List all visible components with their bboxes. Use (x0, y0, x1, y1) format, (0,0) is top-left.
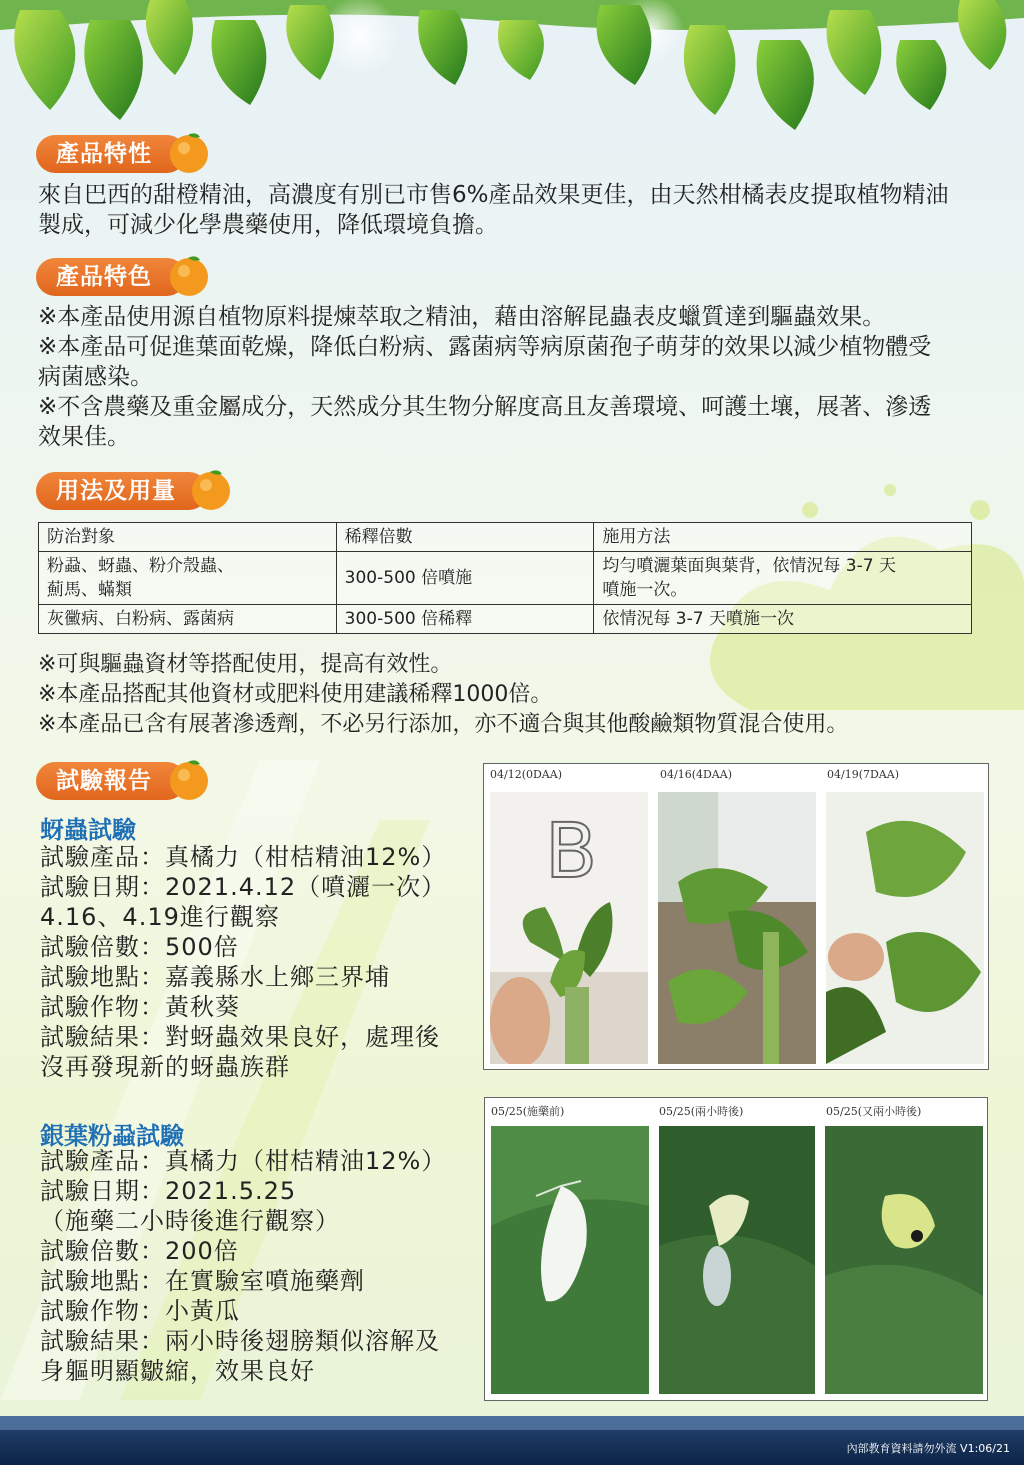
okra-photo-day0 (490, 792, 648, 1064)
photo-date-label: 05/25(兩小時後) (659, 1105, 744, 1118)
trial-line: 試驗結果：兩小時後翅膀類似溶解及 (40, 1327, 440, 1355)
trial-line: 試驗日期：2021.5.25 (40, 1177, 297, 1205)
features-line: 效果佳。 (38, 424, 130, 450)
section-tag-label: 試驗報告 (56, 768, 152, 794)
section-tag-characteristics (36, 135, 186, 173)
okra-photo-day7 (826, 792, 984, 1064)
features-line: ※本產品可促進葉面乾燥，降低白粉病、露菌病等病原菌孢子萌芽的效果以減少植物體受 (38, 334, 932, 360)
features-paragraph (38, 302, 988, 452)
trial-line: 4.16、4.19進行觀察 (40, 903, 280, 931)
orange-fruit-icon (166, 129, 212, 175)
features-line: 病菌感染。 (38, 364, 153, 390)
aphid-photo-panel (483, 763, 989, 1070)
whitefly-trial-details (40, 1146, 470, 1386)
dilution-cell: 300-500 倍噴施 (336, 552, 594, 605)
method-cell: 依情況每 3-7 天噴施一次 (594, 605, 972, 634)
section-tag-label: 用法及用量 (56, 478, 176, 504)
usage-table (38, 522, 972, 634)
whitefly-photo-four-hours (825, 1126, 983, 1394)
section-tag-usage (36, 472, 208, 510)
trial-line: 試驗地點：嘉義縣水上鄉三界埔 (40, 963, 390, 991)
usage-notes (38, 650, 988, 740)
whitefly-trial-title: 銀葉粉蝨試驗 (40, 1122, 184, 1150)
table-header-row (39, 523, 972, 552)
section-tag-label: 產品特性 (56, 141, 152, 167)
characteristics-paragraph (38, 180, 988, 240)
section-tag-features (36, 258, 186, 296)
characteristics-line: 製成，可減少化學農藥使用，降低環境負擔。 (38, 212, 498, 238)
target-cell (39, 552, 337, 605)
table-row (39, 605, 972, 634)
trial-line: 試驗日期：2021.4.12（噴灑一次） (40, 873, 447, 901)
trial-line: 試驗倍數：200倍 (40, 1237, 239, 1265)
column-header: 稀釋倍數 (336, 523, 594, 552)
target-cell: 灰黴病、白粉病、露菌病 (39, 605, 337, 634)
section-tag-label: 產品特色 (56, 264, 152, 290)
features-line: ※不含農藥及重金屬成分，天然成分其生物分解度高且友善環境、呵護土壤，展著、滲透 (38, 394, 932, 420)
orange-fruit-icon (166, 252, 212, 298)
trial-line: 身軀明顯皺縮，效果良好 (40, 1357, 315, 1385)
target-line: 薊馬、蟎類 (47, 580, 132, 600)
usage-note: ※本產品已含有展著滲透劑，不必另行添加，亦不適合與其他酸鹼類物質混合使用。 (38, 712, 849, 737)
characteristics-line: 來自巴西的甜橙精油，高濃度有別已市售6%產品效果更佳，由天然柑橘表皮提取植物精油 (38, 182, 949, 208)
trial-line: 試驗倍數：500倍 (40, 933, 239, 961)
trial-line: 試驗地點：在實驗室噴施藥劑 (40, 1267, 365, 1295)
column-header: 施用方法 (594, 523, 972, 552)
trial-line: 沒再發現新的蚜蟲族群 (40, 1053, 290, 1081)
marker-letter: B (545, 806, 598, 895)
usage-note: ※可與驅蟲資材等搭配使用，提高有效性。 (38, 652, 453, 677)
orange-fruit-icon (166, 756, 212, 802)
photo-date-label: 05/25(又兩小時後) (826, 1105, 922, 1118)
trial-line: 試驗產品：真橘力（柑桔精油12%） (40, 843, 447, 871)
okra-photo-day4 (658, 792, 816, 1064)
features-line: ※本產品使用源自植物原料提煉萃取之精油，藉由溶解昆蟲表皮蠟質達到驅蟲效果。 (38, 304, 886, 330)
aphid-trial-title: 蚜蟲試驗 (40, 816, 136, 844)
trial-line: 試驗作物：小黃瓜 (40, 1297, 240, 1325)
photo-date-label: 05/25(施藥前) (491, 1105, 565, 1118)
aphid-trial-details (40, 842, 470, 1082)
photo-date-label: 04/12(0DAA) (490, 768, 562, 781)
leaf-canopy-decoration (0, 0, 1024, 140)
target-line: 粉蝨、蚜蟲、粉介殼蟲、 (47, 556, 234, 576)
method-cell (594, 552, 972, 605)
table-row (39, 552, 972, 605)
photo-date-label: 04/19(7DAA) (827, 768, 899, 781)
trial-line: 試驗作物：黃秋葵 (40, 993, 240, 1021)
whitefly-photo-panel (484, 1097, 988, 1401)
whitefly-photo-two-hours (659, 1126, 815, 1394)
method-line: 均勻噴灑葉面與葉背，依情況每 3-7 天 (602, 556, 896, 576)
usage-note: ※本產品搭配其他資材或肥料使用建議稀釋1000倍。 (38, 682, 553, 707)
section-tag-report (36, 762, 186, 800)
orange-fruit-icon (188, 466, 234, 512)
method-line: 噴施一次。 (602, 580, 688, 600)
photo-date-label: 04/16(4DAA) (660, 768, 732, 781)
whitefly-photo-before (491, 1126, 649, 1394)
dilution-cell: 300-500 倍稀釋 (336, 605, 594, 634)
trial-line: 試驗產品：真橘力（柑桔精油12%） (40, 1147, 447, 1175)
footer-note: 內部教育資料請勿外流 V1:06/21 (846, 1442, 1010, 1455)
column-header: 防治對象 (39, 523, 337, 552)
footer-strip (0, 1416, 1024, 1430)
trial-line: 試驗結果：對蚜蟲效果良好，處理後 (40, 1023, 440, 1051)
trial-line: （施藥二小時後進行觀察） (40, 1207, 340, 1235)
